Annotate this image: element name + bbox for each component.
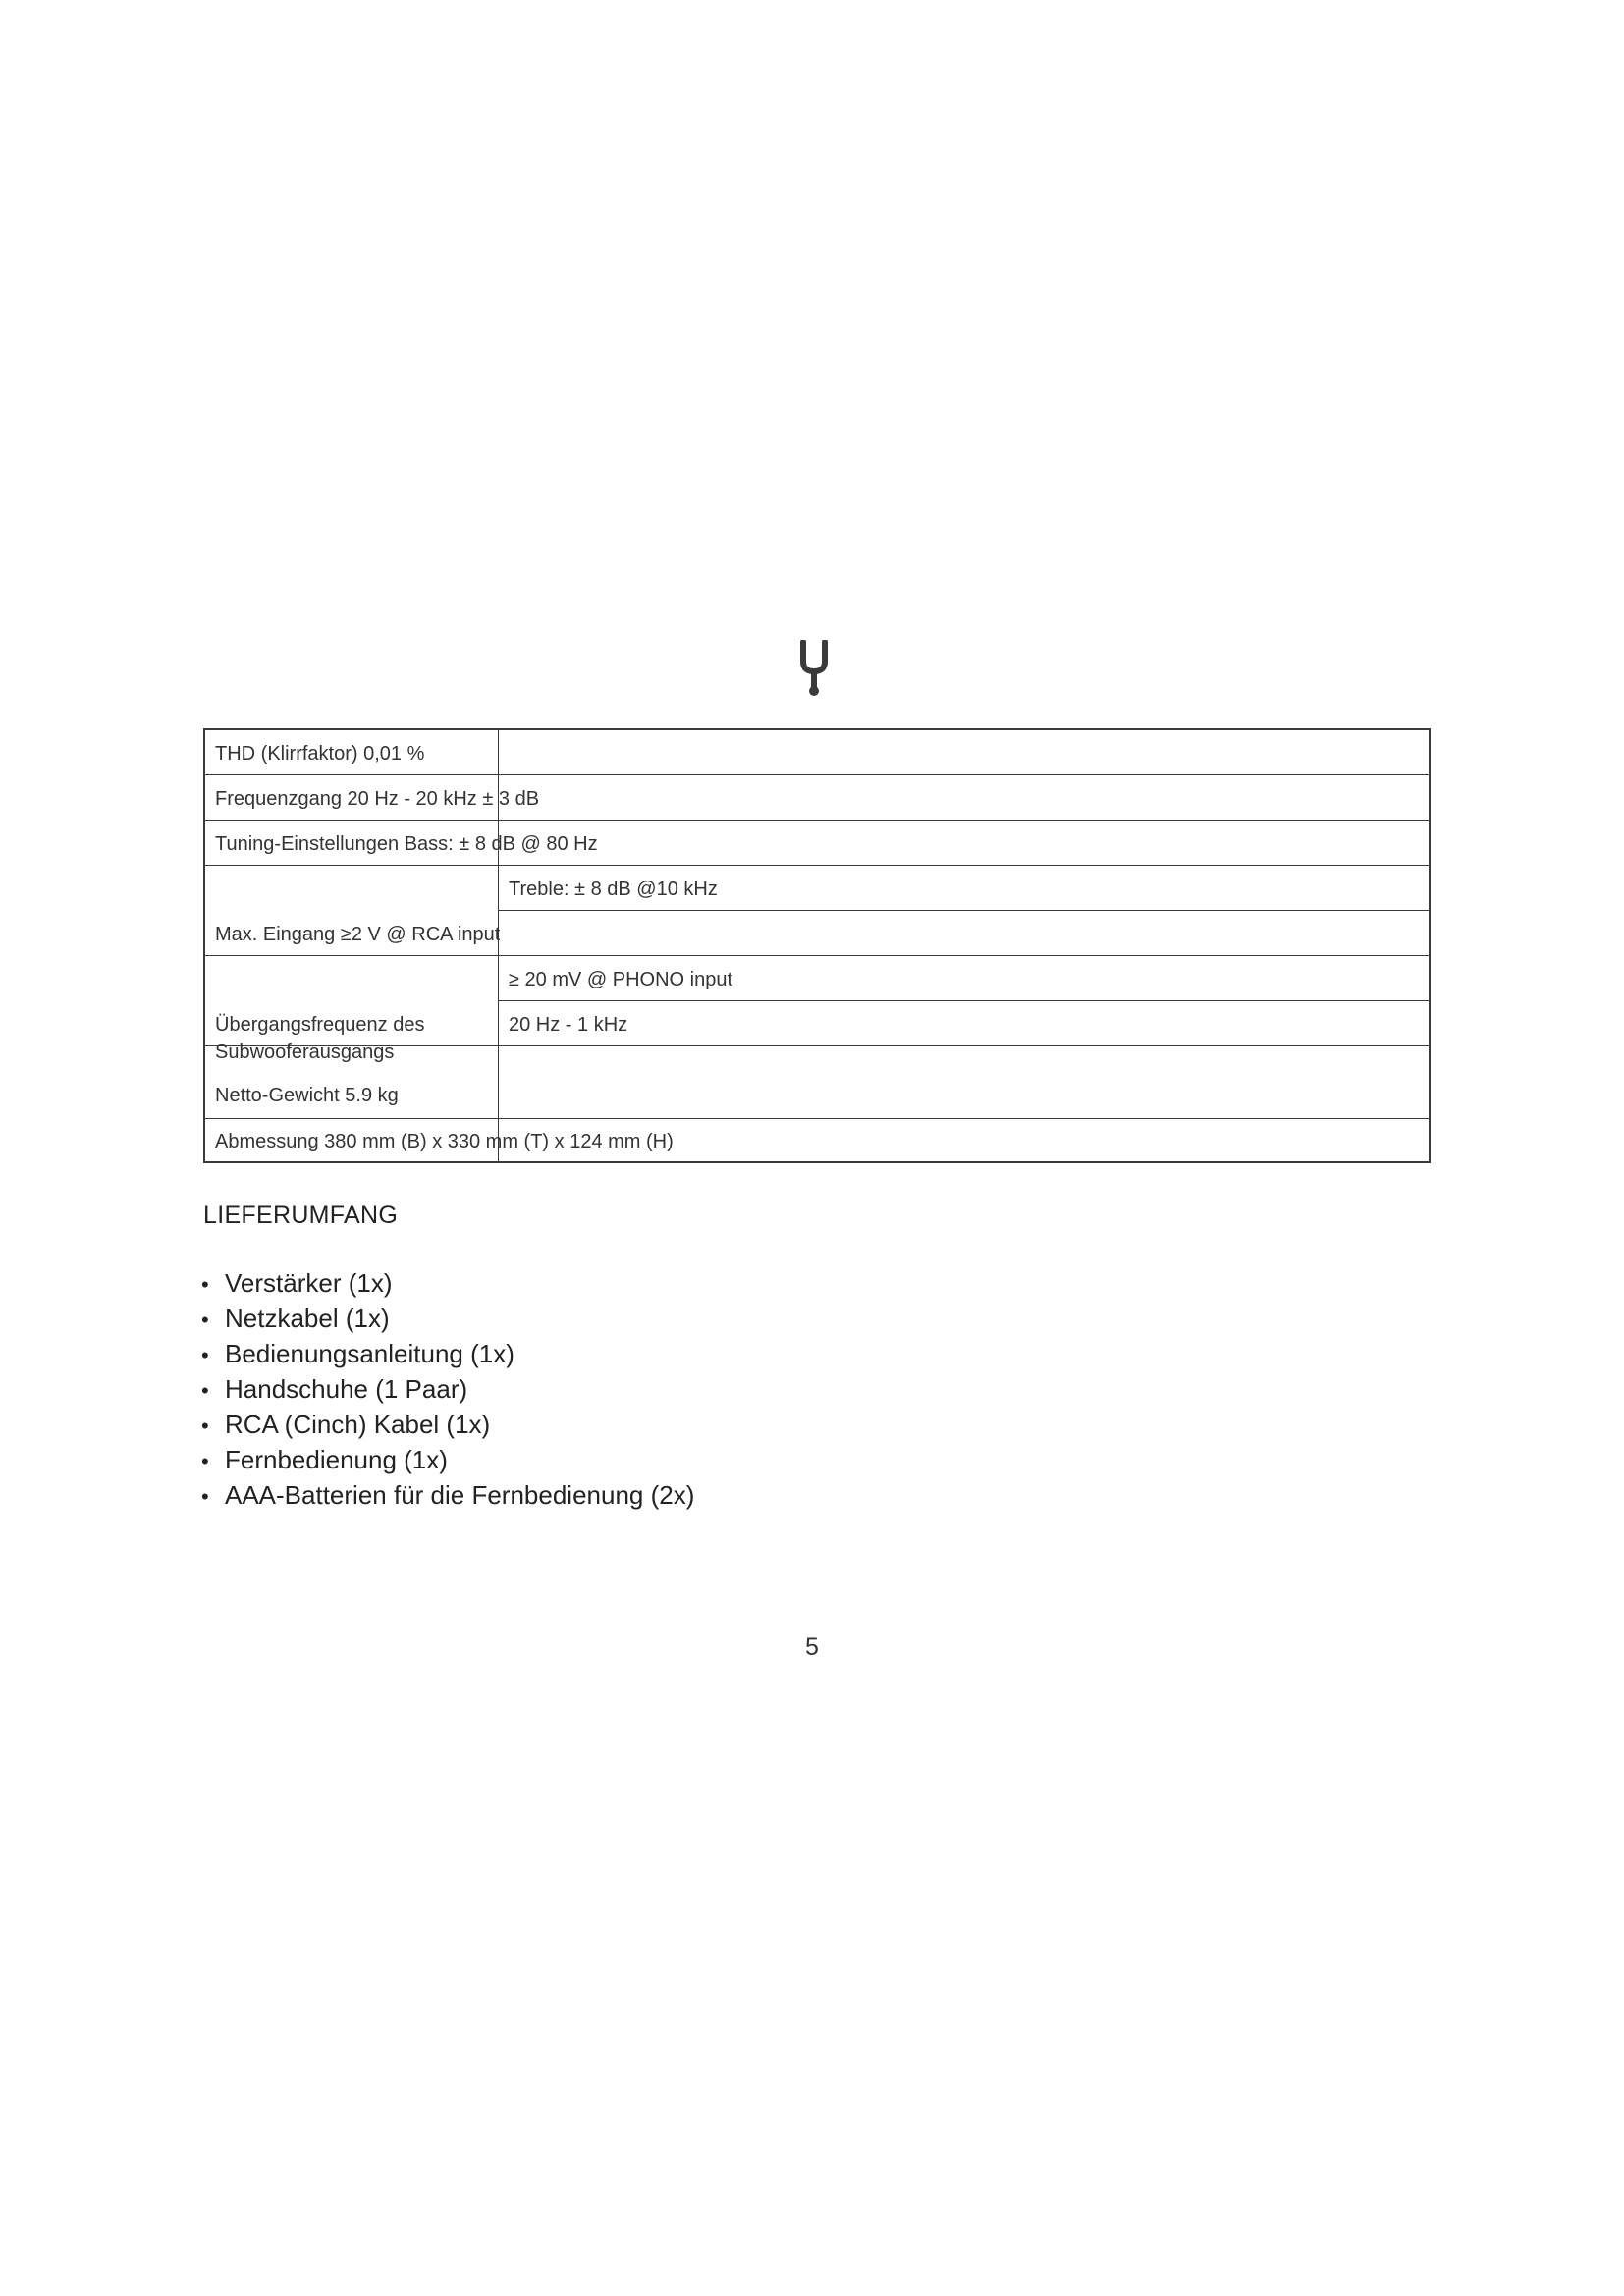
spec-table bbox=[203, 728, 1431, 1163]
row-divider bbox=[498, 1000, 1429, 1001]
row-divider bbox=[205, 955, 1429, 956]
spec-netto-gewicht: Netto-Gewicht 5.9 kg bbox=[215, 1085, 399, 1106]
spec-uebergangsfrequenz-value: 20 Hz - 1 kHz bbox=[509, 1014, 628, 1036]
bullet-icon: • bbox=[201, 1272, 209, 1297]
list-item-label: Verstärker (1x) bbox=[225, 1268, 393, 1298]
bullet-icon: • bbox=[201, 1378, 209, 1403]
spec-frequenzgang: Frequenzgang 20 Hz - 20 kHz ± 3 dB bbox=[215, 788, 540, 810]
row-divider bbox=[498, 910, 1429, 911]
list-item-label: RCA (Cinch) Kabel (1x) bbox=[225, 1410, 491, 1439]
list-item-label: Handschuhe (1 Paar) bbox=[225, 1374, 468, 1404]
list-item bbox=[201, 1337, 694, 1372]
spec-abmessung: Abmessung 380 mm (B) x 330 mm (T) x 124 mm (H) bbox=[215, 1131, 674, 1152]
spec-tuning-treble: Treble: ± 8 dB @10 kHz bbox=[509, 879, 718, 900]
spec-thd: THD (Klirrfaktor) 0,01 % bbox=[215, 743, 425, 765]
spec-uebergangsfrequenz: Übergangsfrequenz des Subwooferausgangs bbox=[215, 1014, 425, 1063]
tuning-fork-icon bbox=[797, 640, 831, 697]
list-item bbox=[201, 1266, 694, 1302]
bullet-icon: • bbox=[201, 1484, 209, 1509]
spec-max-eingang-phono: ≥ 20 mV @ PHONO input bbox=[509, 969, 733, 990]
list-item-label: Fernbedienung (1x) bbox=[225, 1445, 448, 1474]
row-divider bbox=[205, 820, 1429, 821]
list-item-label: Netzkabel (1x) bbox=[225, 1304, 390, 1333]
delivery-list bbox=[201, 1266, 694, 1514]
page-number: 5 bbox=[805, 1633, 819, 1661]
list-item bbox=[201, 1408, 694, 1443]
spec-max-eingang: Max. Eingang ≥2 V @ RCA input bbox=[215, 924, 501, 945]
bullet-icon: • bbox=[201, 1449, 209, 1473]
list-item bbox=[201, 1372, 694, 1408]
section-title: LIEFERUMFANG bbox=[203, 1201, 399, 1229]
list-item bbox=[201, 1302, 694, 1337]
spec-tuning: Tuning-Einstellungen Bass: ± 8 dB @ 80 Hz bbox=[215, 833, 598, 855]
bullet-icon: • bbox=[201, 1343, 209, 1367]
list-item bbox=[201, 1443, 694, 1478]
list-item-label: Bedienungsanleitung (1x) bbox=[225, 1339, 514, 1368]
bullet-icon: • bbox=[201, 1308, 209, 1332]
bullet-icon: • bbox=[201, 1414, 209, 1438]
row-divider bbox=[205, 774, 1429, 775]
list-item-label: AAA-Batterien für die Fernbedienung (2x) bbox=[225, 1480, 695, 1510]
row-divider bbox=[205, 865, 1429, 866]
list-item bbox=[201, 1478, 694, 1514]
row-divider bbox=[205, 1118, 1429, 1119]
